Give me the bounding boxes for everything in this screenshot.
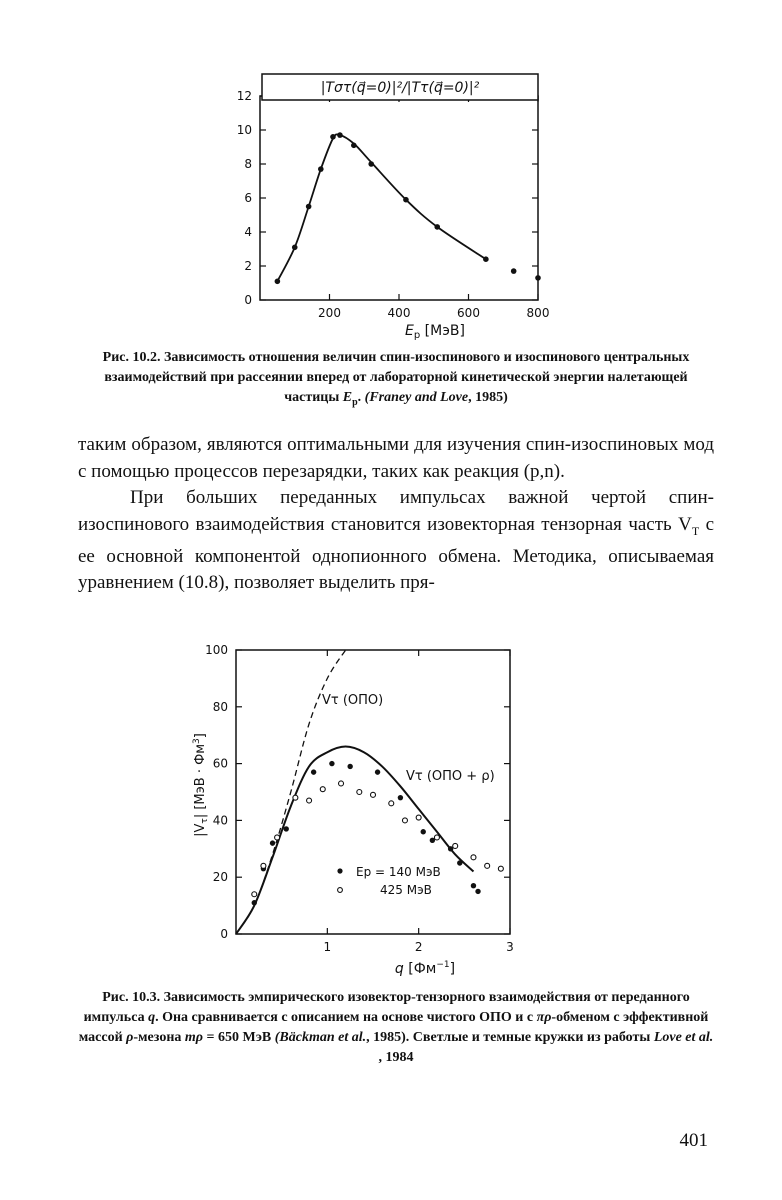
x-tick-label: 2	[414, 940, 423, 954]
caption-label: Рис. 10.3.	[102, 990, 161, 1005]
data-point	[275, 279, 281, 285]
caption-text-4: -мезона	[133, 1030, 185, 1045]
body-text	[78, 432, 714, 597]
paragraph-2	[78, 485, 714, 597]
data-point	[351, 143, 357, 149]
data-point-140	[311, 769, 316, 774]
paragraph-1: таким образом, являются оптимальными для изучения спин-изоспиновых мод с помощью процессов перезарядки, таких как реакция (p,n).	[78, 434, 714, 482]
data-point	[511, 268, 517, 274]
y-tick-label: 10	[236, 123, 252, 137]
data-point	[535, 275, 541, 281]
y-tick-label: 60	[212, 756, 228, 771]
legend-box-text: |Tστ(q⃗=0)|²/|Tτ(q⃗=0)|²	[320, 80, 480, 96]
caption-ep-sub: p	[352, 396, 358, 408]
data-point-140	[457, 860, 462, 865]
data-point-425	[402, 818, 407, 823]
data-point-425	[453, 843, 458, 848]
caption-text-3: -обменом с эффективной массой	[78, 1010, 709, 1045]
x-tick-label: 400	[387, 306, 411, 320]
data-point-425	[339, 781, 344, 786]
data-point	[318, 166, 324, 172]
data-point-140	[421, 829, 426, 834]
paragraph-2-end: с ее основной компонентой однопионного обмена. Методика, описываемая уравнением (10.8), позволяет выделить пря-	[78, 513, 714, 594]
x-tick-label: 600	[457, 306, 480, 320]
caption-citation: (Bäckman et al.	[274, 1030, 367, 1045]
legend-filled-marker	[337, 868, 342, 873]
caption-text: Зависимость эмпирического изовектор-тензорного взаимодействия от переданного импульса	[83, 990, 690, 1025]
x-tick-label: 3	[506, 940, 514, 954]
caption-text-2: . Она сравнивается с описанием на основе чистого ОПО и с	[155, 1010, 537, 1025]
figure1-chart	[190, 60, 590, 350]
data-point-140	[284, 826, 289, 831]
data-point-425	[261, 863, 266, 868]
paragraph-2-start: При больших переданных импульсах важной чертой спин-изоспинового взаимодействия становится изовекторная тензорная часть V	[78, 487, 714, 535]
data-point	[483, 256, 489, 262]
y-tick-label: 4	[244, 225, 252, 239]
page-number: 401	[679, 1130, 708, 1151]
data-point-425	[320, 787, 325, 792]
data-point-425	[416, 815, 421, 820]
figure2-chart	[180, 640, 540, 985]
y-tick-label: 100	[205, 643, 228, 657]
caption-citation-2: Love et al.	[653, 1030, 714, 1045]
data-point-425	[471, 855, 476, 860]
data-point-140	[329, 761, 334, 766]
caption-mrho-value: = 650 МэВ	[203, 1030, 272, 1045]
caption-year: , 1984	[378, 1050, 414, 1065]
caption-rho: ρ	[126, 1030, 134, 1045]
y-tick-label: 8	[244, 157, 252, 171]
figure1-caption: Рис. 10.2. Зависимость отношения величин спин-изоспинового и изоспинового центральных взаимодействий при рассеянии вперед от лабораторной кинетической энергии налетающей частицы $E_p$. (Franey and Love, 1985)	[102, 350, 690, 408]
legend-open-label: 425 МэВ	[380, 883, 432, 897]
data-point	[292, 245, 298, 251]
y-tick-label: 0	[244, 293, 252, 307]
data-point-425	[485, 863, 490, 868]
caption-citation: (Franey and Love	[364, 390, 469, 405]
data-point-425	[275, 835, 280, 840]
y-tick-label: 6	[244, 191, 252, 205]
caption-mrho: mρ	[184, 1030, 203, 1045]
data-point-140	[475, 889, 480, 894]
y-tick-label: 0	[220, 927, 228, 941]
caption-ep: E	[342, 390, 353, 405]
data-point-425	[498, 866, 503, 871]
data-point	[403, 197, 409, 203]
data-point	[306, 204, 312, 210]
data-point-140	[270, 840, 275, 845]
data-point-140	[347, 764, 352, 769]
data-point	[330, 134, 336, 140]
data-point	[337, 132, 343, 138]
x-tick-label: 800	[526, 306, 550, 320]
legend-open-marker	[338, 888, 343, 893]
paragraph-2-sub: T	[691, 523, 700, 538]
x-axis-label: q $[Фм^{-1}]$	[394, 960, 456, 977]
data-point-425	[371, 792, 376, 797]
data-point-140	[375, 769, 380, 774]
data-point-425	[389, 801, 394, 806]
caption-year: , 1985)	[468, 390, 508, 405]
data-point	[434, 224, 440, 230]
figure2-caption	[78, 988, 714, 1068]
y-axis-label: $|V_\tau|$ $[МэВ \cdot Фм^3]$	[192, 733, 210, 837]
data-point-425	[307, 798, 312, 803]
y-tick-label: 80	[212, 699, 228, 714]
x-tick-label: 1	[323, 940, 332, 954]
caption-text-5: , 1985). Светлые и темные кружки из работы	[366, 1030, 654, 1045]
curve-label-opo-rho: Vτ (ОПО + ρ)	[406, 769, 495, 784]
caption-text: Зависимость отношения величин спин-изоспинового и изоспинового центральных взаимодействий при рассеянии вперед от лабораторной кинетической энергии налетающей частицы	[104, 350, 690, 405]
data-point-140	[252, 900, 257, 905]
y-tick-label: 2	[244, 259, 252, 273]
data-point	[368, 161, 374, 167]
y-tick-label: 20	[212, 870, 228, 885]
data-point-425	[252, 892, 257, 897]
data-point-425	[434, 835, 439, 840]
caption-label: Рис. 10.2.	[102, 350, 161, 365]
legend-filled-label: Ep = 140 МэВ	[356, 865, 441, 879]
data-point-425	[293, 795, 298, 800]
plot-frame	[260, 96, 538, 300]
data-point-140	[471, 883, 476, 888]
data-point-140	[398, 795, 403, 800]
y-tick-label: 12	[236, 89, 252, 103]
curve-label-opo: Vτ (ОПО)	[322, 693, 384, 708]
x-tick-label: 200	[318, 306, 341, 320]
data-point-425	[357, 790, 362, 795]
y-tick-label: 40	[212, 813, 228, 828]
caption-pi-rho: πρ	[536, 1010, 552, 1025]
x-axis-label: $E_p$ [МэВ]	[405, 323, 465, 341]
caption-q: q	[148, 1010, 156, 1025]
